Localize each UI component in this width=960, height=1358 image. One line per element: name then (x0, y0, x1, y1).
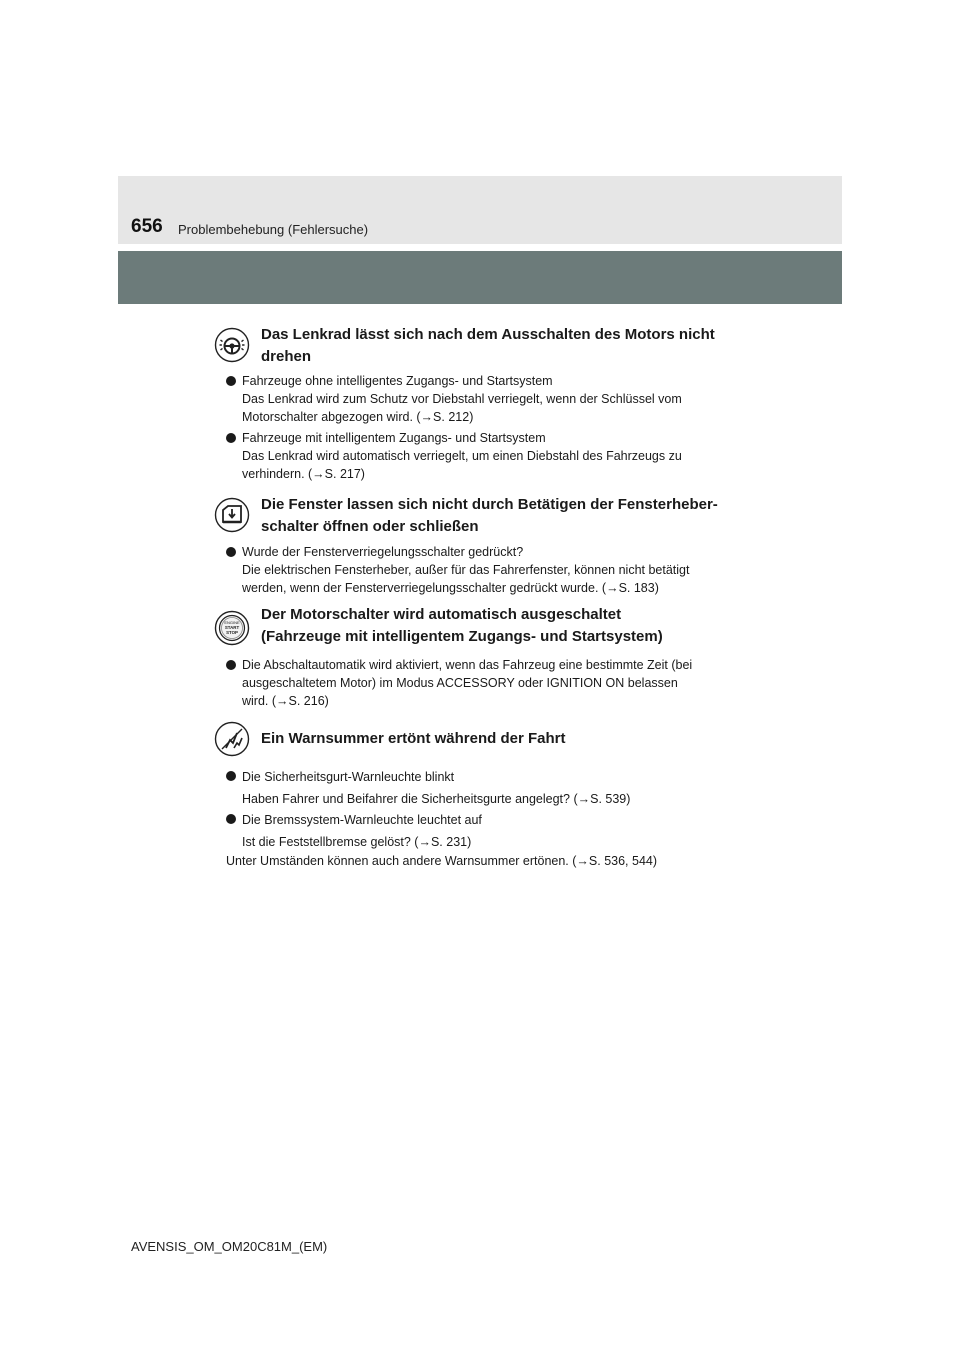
bullet (226, 660, 236, 670)
window-switch-icon (214, 497, 250, 533)
list-item: Fahrzeuge mit intelligentem Zugangs- und Startsystem Das Lenkrad wird automatisch verriegelt, um einen Diebstahl des Fahrzeugs zu verhindern. (→S. 217) (242, 431, 682, 481)
heading-steering-lock: Das Lenkrad lässt sich nach dem Ausschalten des Motors nicht drehen (261, 326, 715, 365)
list-item: Wurde der Fensterverriegelungsschalter gedrückt? Die elektrischen Fensterheber, außer für das Fahrerfenster, können nicht betätigt werden, wenn der Fensterverriegelungsschalter gedrückt wurde. (→S. 183) (242, 545, 690, 595)
heading-engine-switch: Der Motorschalter wird automatisch ausgeschaltet (Fahrzeuge mit intelligentem Zugangs- und Startsystem) (261, 606, 663, 645)
list-item: Die Bremssystem-Warnleuchte leuchtet auf Ist die Feststellbremse gelöst? (→S. 231) (242, 813, 482, 849)
svg-text:ENGINE: ENGINE (224, 620, 240, 626)
bullet (226, 376, 236, 386)
warning-buzzer-icon (214, 721, 250, 757)
steering-lock-icon (214, 327, 250, 363)
list-item: Die Abschaltautomatik wird aktiviert, wenn das Fahrzeug eine bestimmte Zeit (bei ausgeschaltetem Motor) im Modus ACCESSORY oder IGNITION ON belassen wird. (→S. 216) (242, 658, 693, 708)
list-item: Fahrzeuge ohne intelligentes Zugangs- und Startsystem Das Lenkrad wird zum Schutz vor Diebstahl verriegelt, wenn der Schlüssel vom Motorschalter abgezogen wird. (→S. 212) (242, 374, 682, 424)
engine-start-stop-icon (214, 610, 250, 646)
bullet (226, 814, 236, 824)
page-number: 656 (131, 216, 163, 237)
bullet (226, 771, 236, 781)
svg-text:STOP: STOP (226, 630, 238, 636)
chapter-bar (118, 251, 842, 304)
heading-warning-buzzer: Ein Warnsummer ertönt während der Fahrt (261, 730, 566, 747)
note-text: Unter Umständen können auch andere Warnsummer ertönen. (→S. 536, 544) (226, 854, 658, 868)
bullet (226, 547, 236, 557)
footer-doc-code: AVENSIS_OM_OM20C81M_(EM) (131, 1239, 328, 1254)
bullet (226, 433, 236, 443)
svg-text:START: START (224, 625, 240, 631)
heading-window: Die Fenster lassen sich nicht durch Betätigen der Fensterheber- schalter öffnen oder schließen (261, 496, 718, 535)
list-item: Die Sicherheitsgurt-Warnleuchte blinkt Haben Fahrer und Beifahrer die Sicherheitsgurte angelegt? (→S. 539) (242, 770, 631, 806)
section-title: Problembehebung (Fehlersuche) (178, 222, 369, 237)
